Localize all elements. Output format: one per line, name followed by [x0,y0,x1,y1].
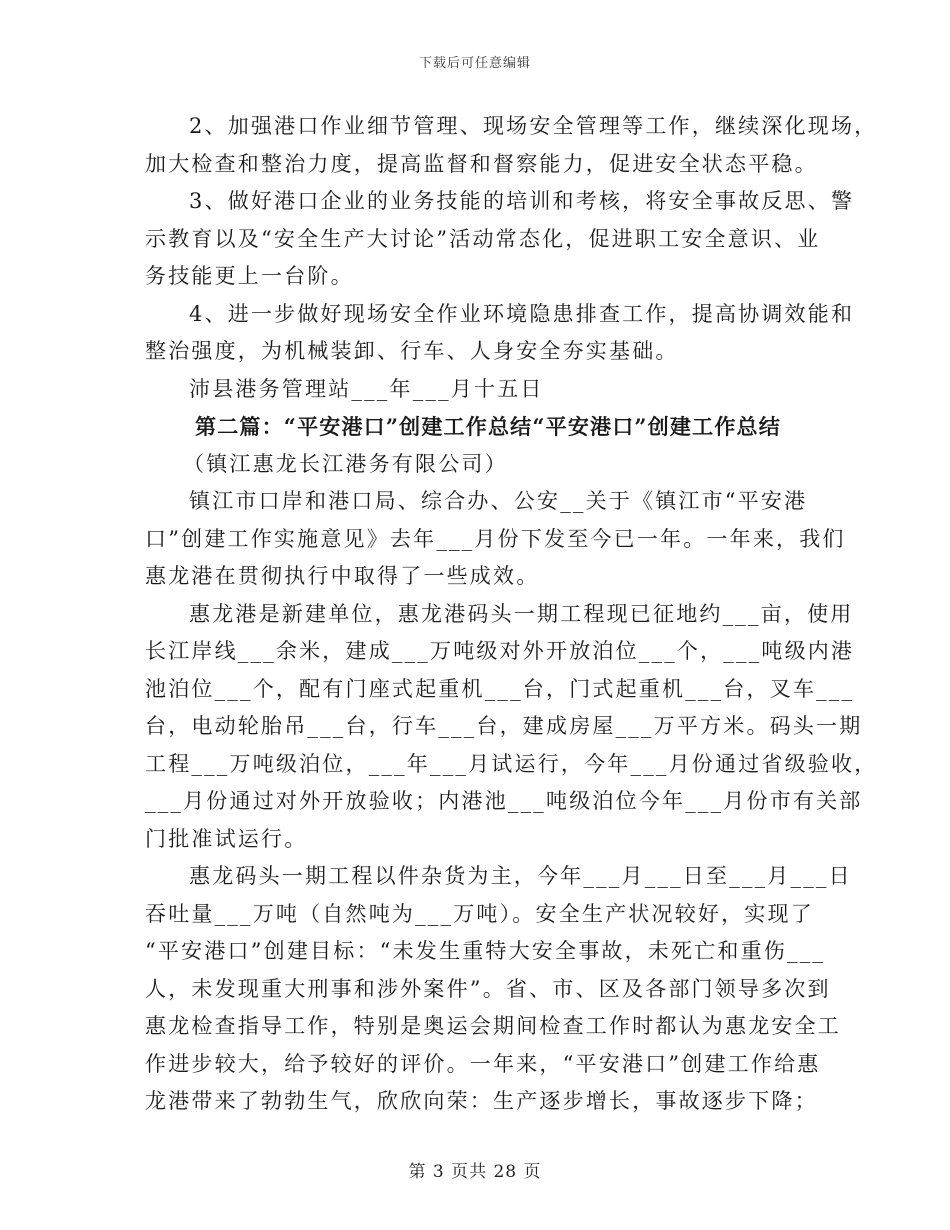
paragraph-line: 示教育以及“安全生产大讨论”活动常态化，促进职工安全意识、业 [145,226,821,251]
paragraph-line: 整治强度，为机械装卸、行车、人身安全夯实基础。 [145,339,679,363]
section-title: 第二篇：“平安港口”创建工作总结“平安港口”创建工作总结 [195,414,781,439]
paragraph-line: 加大检查和整治力度，提高监督和督察能力，促进安全状态平稳。 [145,151,818,176]
paragraph-line: 镇江市口岸和港口局、综合办、公安__关于《镇江市“平安港 [189,489,808,513]
paragraph-line: “平安港口”创建目标：“未发生重特大安全事故，未死亡和重伤___ [145,939,826,963]
signature-line: 沛县港务管理站___年___月十五日 [189,376,544,401]
paragraph-line: 2、加强港口作业细节管理、现场安全管理等工作，继续深化现场， [189,114,878,138]
paragraph-line: 龙港带来了勃勃生气，欣欣向荣：生产逐步增长，事故逐步下降； [145,1089,818,1113]
document-body [145,108,878,1121]
paragraph-line: 工程___万吨级泊位，___年___月试运行，今年___月份通过省级验收， [145,751,878,776]
paragraph-line: 4、进一步做好现场安全作业环境隐患排查工作，提高协调效能和 [189,301,855,326]
paragraph-line: 台，电动轮胎吊___台，行车___台，建成房屋___万平方米。码头一期 [145,714,863,738]
paragraph-line: 池泊位___个，配有门座式起重机___台，门式起重机___台，叉车___ [145,676,855,701]
paragraph-line: 吞吐量___万吨（自然吨为___万吨）。安全生产状况较好，实现了 [145,901,814,926]
section-subtitle: （镇江惠龙长江港务有限公司） [183,451,508,476]
paragraph-line: 作进步较大，给予较好的评价。一年来，“平安港口”创建工作给惠 [145,1051,821,1076]
paragraph-line: ___月份通过对外开放验收；内港池___吨级泊位今年___月份市有关部 [145,789,863,813]
paragraph-line: 惠龙港在贯彻执行中取得了一些成效。 [145,564,540,588]
paragraph-line: 长江岸线___余米，建成___万吨级对外开放泊位___个，___吨级内港 [145,639,855,663]
page-header: 下载后可任意编辑 [418,56,531,71]
paragraph-line: 惠龙港是新建单位，惠龙港码头一期工程现已征地约___亩，使用 [189,601,854,626]
paragraph-line: 3、做好港口企业的业务技能的培训和考核，将安全事故反思、警 [189,189,855,213]
paragraph-line: 惠龙码头一期工程以件杂货为主，今年___月___日至___月___日 [189,864,852,888]
paragraph-line: 惠龙检查指导工作，特别是奥运会期间检查工作时都认为惠龙安全工 [145,1014,841,1038]
paragraph-line: 务技能更上一台阶。 [145,264,354,288]
paragraph-line: 门批准试运行。 [145,826,308,851]
paragraph-line: 人，未发现重大刑事和涉外案件”。省、市、区及各部门领导多次到 [145,976,831,1001]
paragraph-line: 口”创建工作实施意见》去年___月份下发至今已一年。一年来，我们 [145,526,846,551]
page-number: 第 3 页共 28 页 [408,1162,542,1182]
